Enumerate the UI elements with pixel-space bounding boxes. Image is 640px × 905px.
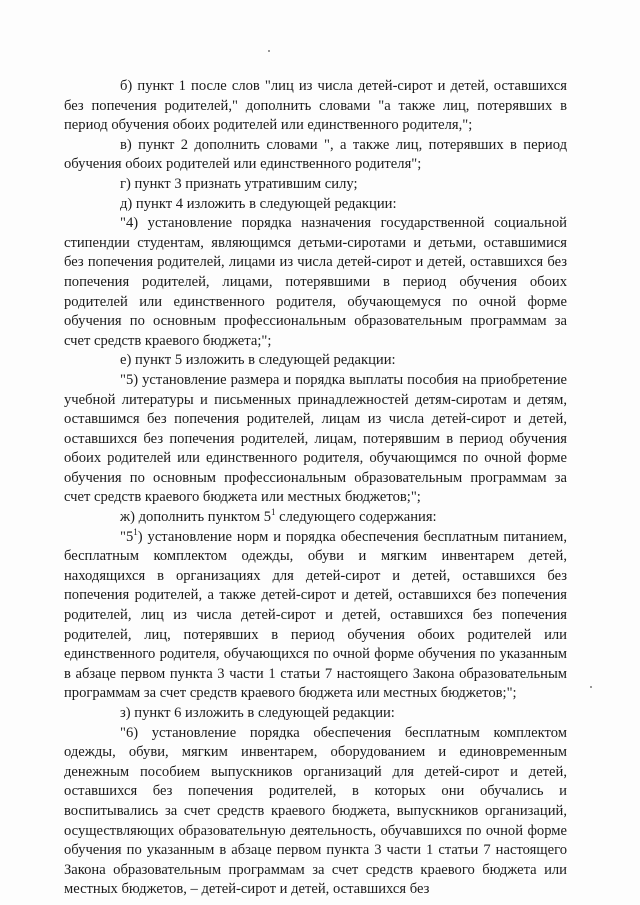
paragraph-b: б) пункт 1 после слов "лиц из числа детей-сирот и детей, оставшихся без попечения родителей," дополнить словами "а также лиц, потерявших в период обучения обоих родителей или единственного родителя,";: [64, 78, 567, 134]
quote-item-5-1-sup: 1: [133, 526, 138, 537]
paragraph-z: з) пункт 6 изложить в следующей редакции:: [120, 705, 395, 721]
quote-item-5-1-text: ) установление норм и порядка обеспечения бесплатным питанием, бесплатным комплектом одежды, обуви и мягким инвентарем детей, находящихся в организациях для детей-сирот и детей, оставшихся без попечения родителей, а также детей-сирот и детей, оставшихся без попечения родителей, лиц из числа детей-сирот и детей, оставшихся без попечения родителей, лиц, потерявших в период обучения обоих родителей или единственного родителя, обучающихся по очной форме обучения по указанным в абзаце первом пункта 3 части 1 статьи 7 настоящего Закона образовательным программам за счет средств краевого бюджета или местных бюджетов;";: [64, 528, 567, 702]
quote-item-5-1-open: "5: [120, 528, 134, 545]
quote-item-6: "6) установление порядка обеспечения бесплатным комплектом одежды, обуви, мягким инвентарем, оборудованием и единовременным денежным пособием выпускников организаций для детей-сирот и детей, оставшихся без попечения родителей, в которых они обучались и воспитывались за счет средств краевого бюджета, выпускников организаций, осуществляющих образовательную деятельность, обучавшихся по очной форме обучения по указанным в абзаце первом пункта 3 части 1 статьи 7 настоящего Закона образовательным программам за счет средств краевого бюджета или местных бюджетов, – детей-сирот и детей, оставшихся без: [64, 724, 567, 898]
quote-item-4: "4) установление порядка назначения государственной социальной стипендии студентам, являющимся детьми-сиротами и детьми, оставшимися без попечения родителей, лицами из числа детей-сирот и детей, оставшихся без попечения родителей, лицами, потерявшими в период обучения обоих родителей или единственного родителя, обучающемуся по очной форме обучения по основным профессиональным образовательным программам за счет средств краевого бюджета;";: [64, 215, 567, 349]
paragraph-zh: [64, 508, 567, 528]
document-body: [64, 77, 567, 900]
paragraph-g: г) пункт 3 признать утратившим силу;: [120, 175, 358, 192]
paragraph-zh-suffix: следующего содержания:: [275, 509, 437, 526]
paragraph-v: в) пункт 2 дополнить словами ", а также лиц, потерявших в период обучения обоих родителей или единственного родителя";: [64, 136, 567, 173]
paragraph-d: д) пункт 4 изложить в следующей редакции:: [120, 195, 397, 212]
scan-speck: [268, 50, 270, 52]
scan-speck: [590, 686, 592, 688]
paragraph-zh-prefix: ж) дополнить пунктом 5: [120, 509, 272, 526]
paragraph-zh-sup: 1: [271, 507, 276, 518]
quote-item-5: "5) установление размера и порядка выплаты пособия на приобретение учебной литературы и письменных принадлежностей детям-сиротам и детям, оставшимся без попечения родителей, лицам из числа детей-сирот и детей, оставшихся без попечения родителей, лицам, потерявшим в период обучения обоих родителей или единственного родителя, обучающимся по очной форме обучения по основным профессиональным образовательным программам за счет средств краевого бюджета или местных бюджетов;";: [64, 371, 567, 506]
paragraph-e: е) пункт 5 изложить в следующей редакции:: [120, 352, 396, 369]
quote-item-5-1: [64, 528, 567, 704]
